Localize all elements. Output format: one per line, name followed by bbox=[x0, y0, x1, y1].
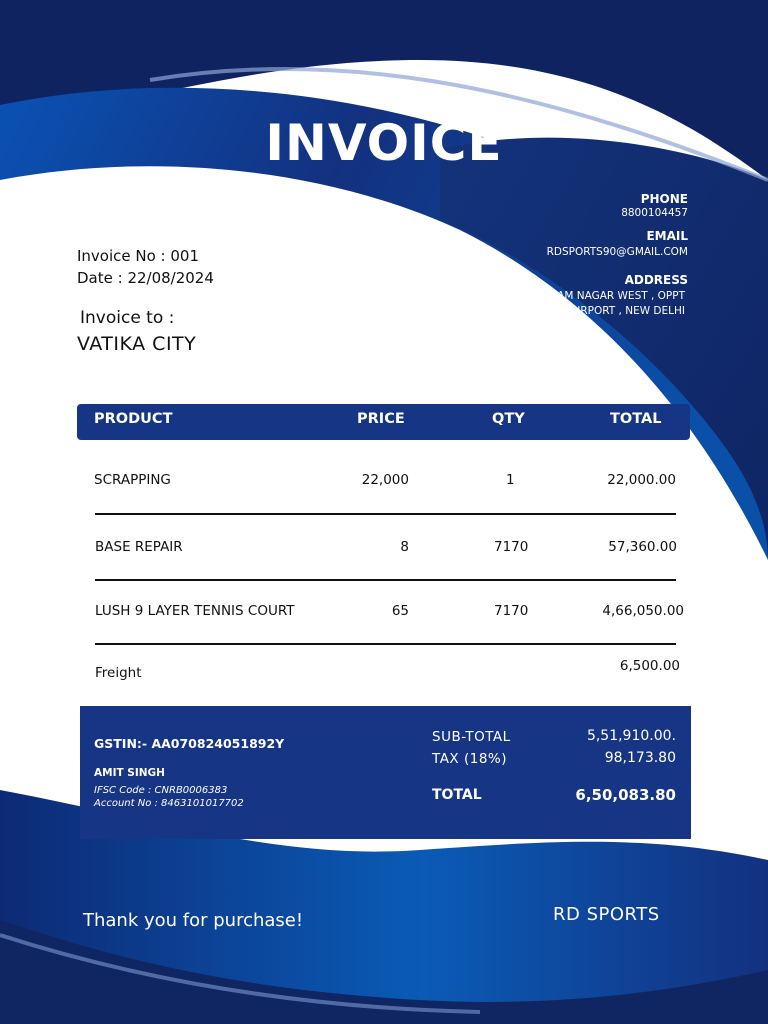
row-total: 4,66,050.00 bbox=[602, 603, 684, 619]
invoice-number: Invoice No : 001 bbox=[77, 247, 200, 265]
ifsc-code: IFSC Code : CNRB0006383 bbox=[94, 785, 228, 796]
total-label: TOTAL bbox=[432, 787, 482, 803]
invoice-date: Date : 22/08/2024 bbox=[77, 269, 214, 287]
row-product: BASE REPAIR bbox=[95, 539, 183, 555]
email-label: EMAIL bbox=[646, 229, 688, 243]
row-total: 6,500.00 bbox=[619, 658, 680, 674]
row-total: 57,360.00 bbox=[608, 539, 677, 555]
header-qty: QTY bbox=[492, 411, 525, 427]
row-price: 22,000 bbox=[361, 472, 409, 488]
table-header bbox=[77, 404, 690, 440]
subtotal-label: SUB-TOTAL bbox=[432, 729, 511, 745]
summary-box bbox=[80, 706, 691, 839]
account-holder-name: AMIT SINGH bbox=[94, 767, 165, 779]
email-block bbox=[547, 229, 688, 260]
phone-block bbox=[621, 192, 688, 221]
address-label: ADDRESS bbox=[624, 273, 688, 287]
header-product: PRODUCT bbox=[94, 411, 173, 427]
brand-name: RD SPORTS bbox=[553, 904, 660, 925]
account-number: Account No : 8463101017702 bbox=[94, 798, 244, 809]
phone-value: 8800104457 bbox=[621, 207, 688, 219]
address-line-1: 8/8 MEHRAM NAGAR WEST , OPPT bbox=[506, 290, 685, 302]
thank-you-message: Thank you for purchase! bbox=[83, 910, 304, 931]
invoice-to-label: Invoice to : bbox=[80, 308, 175, 328]
tax-value: 98,173.80 bbox=[604, 750, 676, 766]
row-divider bbox=[95, 643, 676, 645]
row-product: Freight bbox=[95, 665, 142, 681]
subtotal-value: 5,51,910.00. bbox=[586, 728, 676, 744]
header-total: TOTAL bbox=[610, 411, 662, 427]
row-price: 65 bbox=[391, 603, 409, 619]
row-product: LUSH 9 LAYER TENNIS COURT bbox=[95, 603, 295, 619]
phone-label: PHONE bbox=[640, 192, 688, 206]
row-qty: 7170 bbox=[494, 539, 529, 555]
address-line-2: I.G AIRPORT , NEW DELHI bbox=[552, 305, 685, 317]
row-total: 22,000.00 bbox=[607, 472, 676, 488]
header-price: PRICE bbox=[357, 411, 405, 427]
row-product: SCRAPPING bbox=[94, 472, 171, 488]
row-price: 8 bbox=[400, 539, 409, 555]
row-qty: 1 bbox=[506, 472, 515, 488]
invoice-title: INVOICE bbox=[265, 114, 503, 172]
email-value: RDSPORTS90@GMAIL.COM bbox=[546, 246, 688, 258]
row-divider bbox=[95, 579, 676, 581]
gstin: GSTIN:- AA070824051892Y bbox=[94, 736, 285, 751]
row-qty: 7170 bbox=[494, 603, 529, 619]
row-divider bbox=[95, 513, 676, 515]
tax-label: TAX (18%) bbox=[432, 751, 508, 767]
invoice-to-name: VATIKA CITY bbox=[77, 333, 197, 355]
total-value: 6,50,083.80 bbox=[575, 786, 676, 804]
address-block bbox=[506, 273, 688, 319]
